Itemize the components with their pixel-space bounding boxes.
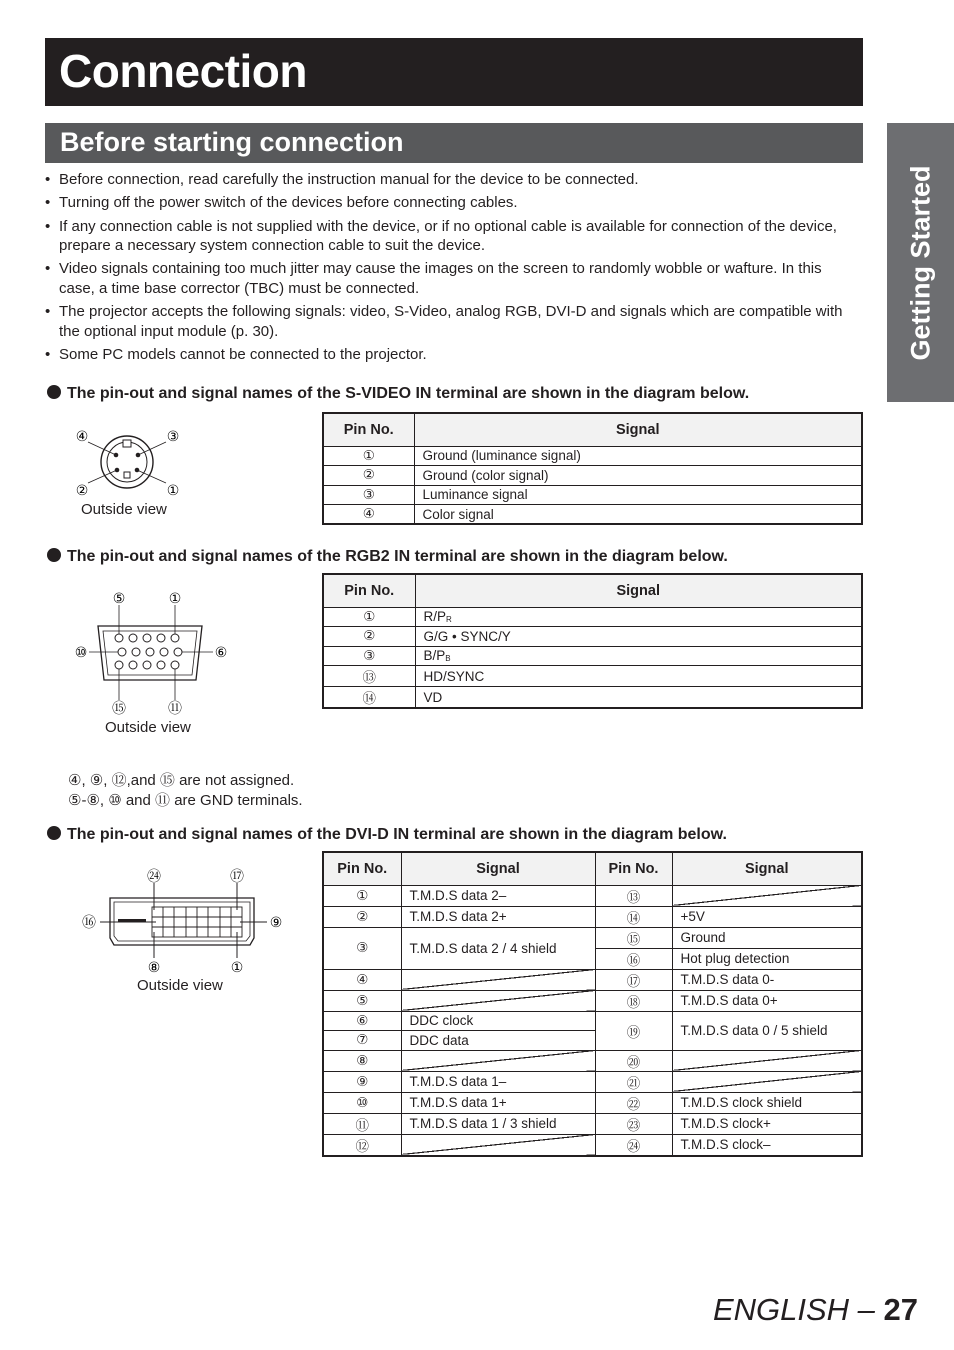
signal-cell: T.M.D.S data 1– (401, 1071, 595, 1092)
pin-cell: ② (323, 906, 401, 927)
rgb2-pin-label: ⑩ (74, 645, 88, 661)
pin-cell: ⑳ (595, 1050, 672, 1071)
dvi-pin-label: ① (230, 960, 244, 976)
dvi-heading-text: The pin-out and signal names of the DVI-D IN terminal are shown in the diagram below. (67, 826, 727, 843)
signal-cell-empty (672, 1050, 862, 1071)
rgb2-heading-text: The pin-out and signal names of the RGB2 IN terminal are shown in the diagram below. (67, 548, 728, 565)
signal-cell: Luminance signal (414, 485, 862, 505)
table-row (323, 485, 862, 505)
svideo-pin-label: ② (75, 483, 89, 499)
rgb2-view-label: Outside view (105, 719, 191, 736)
signal-cell-empty (401, 1050, 595, 1071)
pin-cell: ⑨ (323, 1071, 401, 1092)
page-footer (713, 1292, 918, 1328)
side-tab-label: Getting Started (905, 164, 935, 361)
col-header-pin: Pin No. (595, 852, 672, 885)
rgb2-pin-label: ⑮ (112, 701, 126, 717)
pin-cell: ② (323, 627, 415, 647)
signal-cell-empty (401, 990, 595, 1011)
table-row (323, 607, 862, 627)
signal-cell: Color signal (414, 505, 862, 525)
signal-main: B/P (423, 648, 446, 664)
rgb2-pin-label: ⑤ (112, 591, 126, 607)
signal-cell (415, 666, 862, 687)
pin-cell: ⑩ (323, 1092, 401, 1113)
signal-cell: DDC data (401, 1031, 595, 1051)
pin-cell: ⑧ (323, 1050, 401, 1071)
dvi-pin-label: ⑧ (147, 960, 161, 976)
pin-cell: ⑲ (595, 1011, 672, 1050)
signal-cell: T.M.D.S data 0+ (672, 990, 862, 1011)
table-row (323, 1071, 862, 1092)
signal-cell (415, 646, 862, 666)
pin-cell: ㉓ (595, 1113, 672, 1134)
pin-cell: ㉔ (595, 1134, 672, 1156)
signal-cell: Ground (color signal) (414, 466, 862, 486)
pin-cell: ⑦ (323, 1031, 401, 1051)
table-row (323, 466, 862, 486)
signal-main: VD (423, 689, 443, 705)
svideo-pin-label: ① (166, 483, 180, 499)
signal-cell (415, 687, 862, 709)
bullet-item: • The projector accepts the following signals: video, S-Video, analog RGB, DVI-D and signals which are compatible with the optional input module (p. 30). (45, 302, 860, 341)
col-header-signal: Signal (672, 852, 862, 885)
signal-cell: DDC clock (401, 1011, 595, 1031)
table-row (323, 446, 862, 466)
pin-cell: ⑤ (323, 990, 401, 1011)
rgb2-note: ④, ⑨, ⑫,and ⑮ are not assigned. (68, 772, 295, 789)
dvi-pin-label: ⑰ (230, 869, 244, 885)
bullet-item: • Video signals containing too much jitter may cause the images on the screen to randomly wobble or wafture. In this case, a time base corrector (TBC) must be connected. (45, 259, 860, 298)
pin-cell: ⑮ (595, 927, 672, 948)
col-header-signal: Signal (414, 413, 862, 446)
signal-cell-empty (672, 1071, 862, 1092)
pin-cell: ③ (323, 485, 414, 505)
side-tab (887, 123, 954, 402)
signal-cell (415, 627, 862, 647)
pin-cell: ㉒ (595, 1092, 672, 1113)
page-number: 27 (883, 1292, 918, 1327)
pin-cell: ④ (323, 969, 401, 990)
col-header-pin: Pin No. (323, 413, 414, 446)
pin-cell: ㉑ (595, 1071, 672, 1092)
signal-subscript: B (445, 654, 451, 664)
footer-language: ENGLISH – (712, 1292, 875, 1327)
pin-cell: ⑭ (323, 687, 415, 709)
dvi-pin-grid (152, 907, 242, 937)
bullet-item: • If any connection cable is not supplied with the device, or if no optional cable is available for connection of the device, prepare a necessary system connection cable to suit the device. (45, 217, 860, 256)
pin-cell: ⑱ (595, 990, 672, 1011)
signal-cell: T.M.D.S data 1 / 3 shield (401, 1113, 595, 1134)
rgb2-pin-label: ⑪ (168, 701, 182, 717)
table-header-row (323, 413, 862, 446)
table-row (323, 1050, 862, 1071)
table-row (323, 1134, 862, 1156)
rgb2-pin-label: ① (168, 591, 182, 607)
signal-cell: T.M.D.S data 0- (672, 969, 862, 990)
table-row (323, 906, 862, 927)
rgb2-note: ⑤-⑧, ⑩ and ⑪ are GND terminals. (68, 791, 303, 809)
col-header-pin: Pin No. (323, 852, 401, 885)
table-header-row (323, 852, 862, 885)
signal-cell: T.M.D.S clock– (672, 1134, 862, 1156)
svideo-view-label: Outside view (81, 501, 167, 518)
pin-cell: ① (323, 607, 415, 627)
rgb2-pin-label: ⑥ (214, 645, 228, 661)
signal-cell (415, 607, 862, 627)
pin-cell: ⑥ (323, 1011, 401, 1031)
bullet-item: • Before connection, read carefully the instruction manual for the device to be connected. (45, 170, 860, 190)
table-row (323, 666, 862, 687)
signal-cell-empty (401, 1134, 595, 1156)
pin-cell: ⑰ (595, 969, 672, 990)
section-title: Before starting connection (60, 127, 404, 157)
col-header-signal: Signal (401, 852, 595, 885)
table-row (323, 687, 862, 709)
signal-cell: T.M.D.S data 1+ (401, 1092, 595, 1113)
signal-cell: T.M.D.S data 2– (401, 885, 595, 906)
signal-main: HD/SYNC (423, 668, 485, 684)
pin-cell: ⑯ (595, 948, 672, 969)
pin-cell: ⑭ (595, 906, 672, 927)
signal-cell: T.M.D.S data 0 / 5 shield (672, 1011, 862, 1050)
dvi-connector-diagram (0, 0, 320, 1000)
dvi-view-label: Outside view (137, 977, 223, 994)
table-row (323, 627, 862, 647)
dvi-table (322, 851, 863, 1157)
signal-main: G/G • SYNC/Y (423, 628, 511, 644)
table-row (323, 1092, 862, 1113)
pin-cell: ① (323, 446, 414, 466)
pin-cell: ① (323, 885, 401, 906)
signal-subscript: R (446, 615, 452, 625)
pin-cell: ⑬ (595, 885, 672, 906)
signal-cell: Ground (luminance signal) (414, 446, 862, 466)
signal-cell: Ground (672, 927, 862, 948)
dvi-pin-label: ⑯ (82, 915, 96, 931)
table-row (323, 969, 862, 990)
table-row (323, 646, 862, 666)
col-header-pin: Pin No. (323, 574, 415, 607)
pin-cell: ⑪ (323, 1113, 401, 1134)
table-row (323, 1011, 862, 1031)
pin-cell: ⑫ (323, 1134, 401, 1156)
dvi-pin-label: ㉔ (147, 869, 161, 885)
signal-cell: +5V (672, 906, 862, 927)
table-header-row (323, 574, 862, 607)
pin-cell: ③ (323, 927, 401, 969)
signal-cell-empty (672, 885, 862, 906)
table-row (323, 885, 862, 906)
dvi-pin-label: ⑨ (269, 915, 283, 931)
signal-cell: T.M.D.S clock+ (672, 1113, 862, 1134)
svideo-pin-label: ③ (166, 429, 180, 445)
table-row (323, 927, 862, 948)
col-header-signal: Signal (415, 574, 862, 607)
signal-cell-empty (401, 969, 595, 990)
signal-main: R/P (423, 609, 447, 625)
page-title: Connection (59, 45, 307, 97)
bullet-item: • Turning off the power switch of the devices before connecting cables. (45, 193, 860, 213)
table-row (323, 1113, 862, 1134)
bullet-item: • Some PC models cannot be connected to the projector. (45, 345, 860, 365)
signal-cell: T.M.D.S clock shield (672, 1092, 862, 1113)
signal-cell: T.M.D.S data 2 / 4 shield (401, 927, 595, 969)
svideo-pin-label: ④ (75, 429, 89, 445)
svideo-heading-text: The pin-out and signal names of the S-VIDEO IN terminal are shown in the diagram below. (67, 385, 750, 402)
pin-cell: ② (323, 466, 414, 486)
pin-cell: ③ (323, 646, 415, 666)
svideo-table (322, 412, 863, 525)
table-row (323, 505, 862, 525)
signal-cell: T.M.D.S data 2+ (401, 906, 595, 927)
signal-cell: Hot plug detection (672, 948, 862, 969)
pin-cell: ④ (323, 505, 414, 525)
pin-cell: ⑬ (323, 666, 415, 687)
table-row (323, 990, 862, 1011)
rgb2-table (322, 573, 863, 709)
